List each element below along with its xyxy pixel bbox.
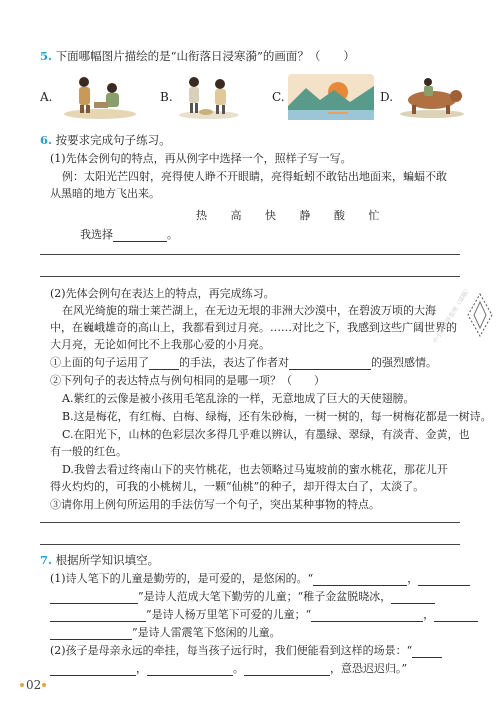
q7-part2-text-a: (2)孩子是母亲永远的牵挂，每当孩子远行时，我们便能看到这样的场景：“ — [50, 644, 413, 657]
q6-part2-q1-text-a: ①上面的句子运用了 — [50, 356, 149, 369]
q6-part1-answer-line-2[interactable] — [40, 276, 460, 277]
q7-part2-blank-4[interactable] — [244, 663, 330, 676]
q7-part2-line2 — [50, 660, 407, 676]
q6-part2-passage-line3: 大月亮，无论如何比不上我那心爱的小月亮。 — [50, 338, 270, 351]
q7-part2-blank-1[interactable] — [412, 645, 442, 658]
q6-part2-q3: ③请你用上例句所运用的手法仿写一个句子，突出某种事物的特点。 — [50, 498, 380, 511]
q6-part1-period: 。 — [167, 228, 178, 241]
q7-part1-line4 — [50, 624, 281, 640]
q6-part1-example-line2: 从黑暗的地方飞出来。 — [50, 187, 160, 200]
q7-part2-text-c: 。 — [233, 662, 244, 675]
q6-number: 6. — [40, 133, 53, 147]
side-stamp-text: 中小学辅导系统（部编） — [431, 285, 473, 345]
q7-part1-line1 — [50, 570, 470, 586]
q7-text: 根据所学知识填空。 — [55, 553, 160, 567]
q6-part2-option-c-line1[interactable]: C.在阳光下，山林的色彩层次多得几乎难以辨认，有墨绿、翠绿，有淡青、金黄，也 — [62, 428, 470, 441]
q6-part2-option-a[interactable]: A.紫红的云像是被小孩用毛笔乱涂的一样，无意地成了巨大的天使翅膀。 — [62, 392, 415, 405]
q6-part2-q1-row — [50, 354, 437, 370]
q7-part2-blank-3[interactable] — [147, 663, 233, 676]
q6-part1-answer-line-1[interactable] — [40, 254, 460, 255]
q6-part2-passage-line1: 在风光绮旎的瑞士莱芒湖上，在无边无垠的非洲大沙漠中，在碧波万顷的大海 — [62, 304, 436, 317]
q7-part1-line3 — [50, 606, 478, 622]
illustration-mountain-sunset-icon — [288, 74, 374, 120]
q6-part2-q1-text-b: 的手法，表达了作者对 — [179, 356, 289, 369]
q7-part1-blank-3[interactable] — [50, 591, 138, 604]
q7-part1-line2 — [50, 588, 435, 604]
q7-part1-text-d: ”是诗人杨万里笔下可爱的儿童；“ — [146, 608, 312, 621]
page-number-dot-left — [20, 683, 24, 687]
q7-part1-blank-8[interactable] — [50, 627, 132, 640]
q6-part2-option-d-line2: 得火灼灼的，可我的小桃树儿，一颗“仙桃”的种子，却开得太白了，太淡了。 — [50, 480, 425, 493]
q6-part2-answer-line-2[interactable] — [40, 544, 460, 545]
q7-part1-blank-2[interactable] — [418, 573, 470, 586]
q7-part1-blank-4[interactable] — [391, 591, 435, 604]
q7-part2-text-b: ， — [136, 662, 147, 675]
page-number: 02 — [26, 678, 42, 692]
q7-part1-text-b: ， — [407, 572, 419, 585]
q7-part1-text-e: ， — [423, 608, 435, 621]
q7-part2-blank-2[interactable] — [50, 663, 136, 676]
q6-part2-option-d-line1[interactable]: D.我曾去看过终南山下的夹竹桃花，也去领略过马嵬坡前的蜜水桃花，那花儿开 — [62, 463, 448, 476]
q6-heading — [40, 132, 171, 148]
q6-part1-example-line1: 例：太阳光芒四射，亮得使人睁不开眼睛，亮得蚯蚓不敢钻出地面来，蝙蝠不敢 — [62, 170, 447, 183]
q6-part1-choose-row — [80, 226, 178, 242]
q5-heading — [40, 48, 355, 64]
q7-heading — [40, 552, 159, 568]
side-stamp — [466, 292, 494, 338]
q6-part2-q2: ②下列句子的表达特点与例句相同的是哪一项？（ ） — [50, 374, 325, 387]
q5-number: 5. — [40, 49, 53, 63]
q5-option-b-label: B. — [160, 90, 173, 104]
q7-number: 7. — [40, 553, 53, 567]
q5-option-a-label: A. — [40, 90, 53, 104]
q6-part2-q1-blank-1[interactable] — [149, 357, 179, 370]
q6-text: 按要求完成句子练习。 — [55, 133, 171, 147]
illustration-child-on-ox-icon — [394, 72, 470, 118]
q7-part1-blank-7[interactable] — [434, 609, 478, 622]
q7-part1-blank-5[interactable] — [50, 609, 146, 622]
q6-part2-q1-blank-2[interactable] — [289, 357, 371, 370]
q7-part2-line1 — [50, 642, 442, 658]
q7-part1-blank-1[interactable] — [313, 573, 407, 586]
q6-part2-option-b[interactable]: B.这是梅花，有红梅、白梅、绿梅，还有朱砂梅，一树一树的，每一树梅花都是一树诗。 — [62, 410, 492, 423]
q7-part1-text-f: ”是诗人雷震笔下悠闲的儿童。 — [132, 626, 281, 639]
q7-part2-text-d: ，意恐迟迟归。” — [330, 662, 408, 675]
q5-option-d-label: D. — [380, 90, 394, 104]
page-number-dot-right — [42, 683, 46, 687]
q6-part1-intro: (1)先体会例句的特点，再从例字中选择一个，照样子写一写。 — [50, 152, 352, 165]
illustration-children-working-icon — [60, 72, 140, 120]
q6-part2-option-c-line2: 有一般的红色。 — [50, 445, 127, 458]
q7-part1-text-c: ”是诗人范成大笔下勤劳的儿童；“稚子金盆脱晓冰， — [138, 590, 392, 603]
diamond-stamp-icon — [466, 292, 494, 338]
q7-part1-text-a: (1)诗人笔下的儿童是勤劳的，是可爱的，是悠闲的。“ — [50, 572, 314, 585]
q5-text: 下面哪幅图片描绘的是“山衔落日浸寒漪”的画面？（ ） — [55, 49, 355, 63]
q6-part2-passage-line2: 中，在巍峨雄奇的高山上，我都看到过月亮。……对比之下，我感到这些广阔世界的 — [50, 321, 457, 334]
illustration-children-with-bowl-icon — [174, 72, 244, 120]
q6-part2-intro: (2)先体会例句在表达上的特点，再完成练习。 — [50, 287, 275, 300]
q7-part1-blank-6[interactable] — [311, 609, 423, 622]
q5-option-c-label: C. — [272, 90, 285, 104]
q6-part1-word-choices: 热 高 快 静 酸 忙 — [196, 209, 390, 222]
q6-part2-q1-text-c: 的强烈感情。 — [371, 356, 437, 369]
q6-part1-choose-label: 我选择 — [80, 228, 113, 241]
q6-part2-answer-line-1[interactable] — [40, 522, 460, 523]
q6-part1-choose-blank[interactable] — [113, 229, 167, 242]
